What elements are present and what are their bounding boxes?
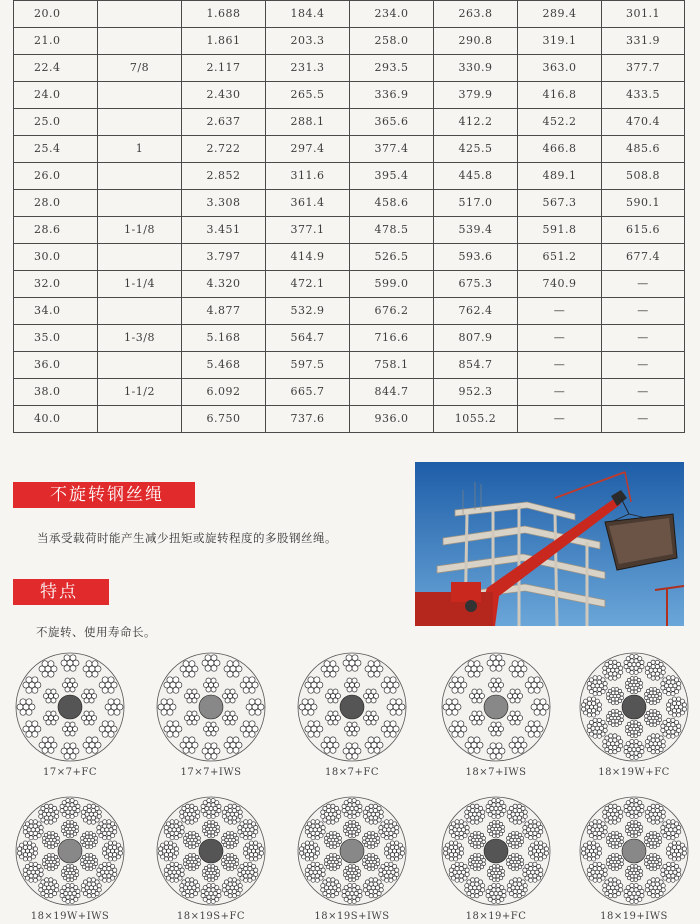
section-header-features: 特点: [13, 579, 109, 605]
rope-cross-section-icon: [579, 796, 689, 906]
crane-photo: [415, 462, 684, 626]
table-cell: —: [602, 352, 685, 379]
table-cell: 289.4: [518, 1, 602, 28]
table-cell: 526.5: [350, 244, 434, 271]
rope-cross-section-icon: [441, 652, 551, 762]
table-cell: 184.4: [266, 1, 350, 28]
table-cell: 412.2: [434, 109, 518, 136]
table-cell: [98, 28, 182, 55]
rope-diagram: [441, 796, 551, 910]
rope-diagram: [297, 796, 407, 910]
table-cell: 6.092: [182, 379, 266, 406]
rope-diagram-label: 18×19+FC: [465, 911, 527, 922]
table-cell: 265.5: [266, 82, 350, 109]
table-cell: 466.8: [518, 136, 602, 163]
table-row: [14, 271, 685, 298]
table-cell: [98, 1, 182, 28]
table-cell: 591.8: [518, 217, 602, 244]
table-cell: 590.1: [602, 190, 685, 217]
rope-diagram-label: 18×7+FC: [325, 767, 379, 778]
table-cell: 564.7: [266, 325, 350, 352]
table-cell: 952.3: [434, 379, 518, 406]
table-cell: [98, 82, 182, 109]
table-cell: 3.308: [182, 190, 266, 217]
table-cell: 28.0: [14, 190, 98, 217]
table-row: [14, 244, 685, 271]
table-row: [14, 1, 685, 28]
rope-cross-section-icon: [297, 796, 407, 906]
table-cell: 567.3: [518, 190, 602, 217]
table-cell: 21.0: [14, 28, 98, 55]
table-cell: —: [602, 406, 685, 433]
table-cell: 1055.2: [434, 406, 518, 433]
rope-diagram: [15, 796, 125, 910]
table-cell: —: [602, 271, 685, 298]
table-cell: —: [602, 325, 685, 352]
rope-diagram-label: 18×19S+FC: [176, 911, 246, 922]
table-cell: 203.3: [266, 28, 350, 55]
table-cell: 377.7: [602, 55, 685, 82]
table-cell: 485.6: [602, 136, 685, 163]
table-cell: 532.9: [266, 298, 350, 325]
table-cell: 737.6: [266, 406, 350, 433]
table-cell: 445.8: [434, 163, 518, 190]
table-row: [14, 325, 685, 352]
rope-diagram-label: 18×19W+FC: [598, 767, 670, 778]
table-cell: 288.1: [266, 109, 350, 136]
table-row: [14, 55, 685, 82]
table-cell: 301.1: [602, 1, 685, 28]
table-cell: 336.9: [350, 82, 434, 109]
table-cell: 38.0: [14, 379, 98, 406]
table-cell: 319.1: [518, 28, 602, 55]
table-cell: 676.2: [350, 298, 434, 325]
table-row: [14, 136, 685, 163]
table-cell: 517.0: [434, 190, 518, 217]
rope-diagram: [441, 652, 551, 766]
table-row: [14, 352, 685, 379]
table-cell: 416.8: [518, 82, 602, 109]
table-cell: 258.0: [350, 28, 434, 55]
table-cell: 311.6: [266, 163, 350, 190]
table-cell: 25.4: [14, 136, 98, 163]
table-row: [14, 190, 685, 217]
table-cell: —: [518, 352, 602, 379]
table-cell: 1-1/8: [98, 217, 182, 244]
rope-cross-section-icon: [15, 796, 125, 906]
table-cell: 762.4: [434, 298, 518, 325]
features-text: 不旋转、使用寿命长。: [36, 625, 156, 639]
table-cell: 425.5: [434, 136, 518, 163]
table-cell: 363.0: [518, 55, 602, 82]
rope-diagram-label: 18×19W+IWS: [30, 911, 110, 922]
table-cell: [98, 244, 182, 271]
table-cell: 5.168: [182, 325, 266, 352]
table-cell: 2.117: [182, 55, 266, 82]
rope-cross-section-icon: [297, 652, 407, 762]
table-cell: 508.8: [602, 163, 685, 190]
table-cell: 379.9: [434, 82, 518, 109]
table-cell: 1: [98, 136, 182, 163]
table-cell: 2.637: [182, 109, 266, 136]
table-row: [14, 109, 685, 136]
table-cell: 290.8: [434, 28, 518, 55]
spec-table: [13, 0, 685, 433]
table-cell: 1-1/2: [98, 379, 182, 406]
table-cell: 330.9: [434, 55, 518, 82]
table-cell: 3.451: [182, 217, 266, 244]
table-cell: 599.0: [350, 271, 434, 298]
table-cell: 3.797: [182, 244, 266, 271]
table-cell: 331.9: [602, 28, 685, 55]
table-cell: 1-1/4: [98, 271, 182, 298]
table-cell: —: [518, 298, 602, 325]
table-cell: 478.5: [350, 217, 434, 244]
table-cell: 844.7: [350, 379, 434, 406]
rope-diagram: [579, 796, 689, 910]
table-cell: —: [602, 379, 685, 406]
table-cell: 597.5: [266, 352, 350, 379]
rope-diagram: [156, 796, 266, 910]
table-cell: 4.320: [182, 271, 266, 298]
table-cell: [98, 298, 182, 325]
table-cell: [98, 163, 182, 190]
table-cell: —: [518, 379, 602, 406]
table-cell: [98, 109, 182, 136]
table-cell: 28.6: [14, 217, 98, 244]
table-cell: 414.9: [266, 244, 350, 271]
table-cell: 740.9: [518, 271, 602, 298]
table-row: [14, 217, 685, 244]
table-cell: 234.0: [350, 1, 434, 28]
table-cell: 377.4: [350, 136, 434, 163]
table-row: [14, 28, 685, 55]
table-cell: 665.7: [266, 379, 350, 406]
table-cell: —: [518, 325, 602, 352]
table-cell: 24.0: [14, 82, 98, 109]
table-cell: 30.0: [14, 244, 98, 271]
table-cell: 433.5: [602, 82, 685, 109]
table-cell: 4.877: [182, 298, 266, 325]
table-cell: 22.4: [14, 55, 98, 82]
table-row: [14, 298, 685, 325]
table-cell: 1.861: [182, 28, 266, 55]
table-cell: 26.0: [14, 163, 98, 190]
table-cell: 6.750: [182, 406, 266, 433]
table-cell: 40.0: [14, 406, 98, 433]
table-cell: 758.1: [350, 352, 434, 379]
rope-diagram: [579, 652, 689, 766]
table-cell: 2.430: [182, 82, 266, 109]
table-cell: 263.8: [434, 1, 518, 28]
table-cell: 677.4: [602, 244, 685, 271]
table-cell: 1-3/8: [98, 325, 182, 352]
table-cell: 395.4: [350, 163, 434, 190]
table-cell: 32.0: [14, 271, 98, 298]
rope-diagram-label: 17×7+FC: [43, 767, 97, 778]
table-cell: 470.4: [602, 109, 685, 136]
table-cell: —: [602, 298, 685, 325]
table-cell: 472.1: [266, 271, 350, 298]
section-header-rotation-resistant: 不旋转钢丝绳: [13, 482, 195, 508]
table-cell: 539.4: [434, 217, 518, 244]
table-row: [14, 163, 685, 190]
rope-cross-section-icon: [579, 652, 689, 762]
table-row: [14, 406, 685, 433]
table-cell: 293.5: [350, 55, 434, 82]
table-cell: 651.2: [518, 244, 602, 271]
table-cell: 361.4: [266, 190, 350, 217]
table-cell: 716.6: [350, 325, 434, 352]
table-cell: 7/8: [98, 55, 182, 82]
table-cell: 20.0: [14, 1, 98, 28]
table-cell: 2.852: [182, 163, 266, 190]
rope-diagram: [156, 652, 266, 766]
table-cell: —: [518, 406, 602, 433]
table-cell: 675.3: [434, 271, 518, 298]
rope-diagram-label: 17×7+IWS: [180, 767, 242, 778]
table-cell: 365.6: [350, 109, 434, 136]
table-cell: 807.9: [434, 325, 518, 352]
table-cell: 231.3: [266, 55, 350, 82]
rope-diagram: [297, 652, 407, 766]
table-cell: 1.688: [182, 1, 266, 28]
table-cell: 936.0: [350, 406, 434, 433]
table-cell: [98, 406, 182, 433]
table-cell: [98, 190, 182, 217]
table-cell: 854.7: [434, 352, 518, 379]
rope-cross-section-icon: [441, 796, 551, 906]
table-cell: 35.0: [14, 325, 98, 352]
rope-diagram-label: 18×7+IWS: [465, 767, 527, 778]
rope-cross-section-icon: [15, 652, 125, 762]
table-cell: 377.1: [266, 217, 350, 244]
table-cell: 489.1: [518, 163, 602, 190]
table-cell: 2.722: [182, 136, 266, 163]
table-cell: 615.6: [602, 217, 685, 244]
table-cell: 34.0: [14, 298, 98, 325]
table-cell: 452.2: [518, 109, 602, 136]
table-row: [14, 82, 685, 109]
rope-diagram-label: 18×19S+IWS: [314, 911, 390, 922]
table-cell: 5.468: [182, 352, 266, 379]
rope-cross-section-icon: [156, 796, 266, 906]
table-cell: 593.6: [434, 244, 518, 271]
table-row: [14, 379, 685, 406]
rope-diagram: [15, 652, 125, 766]
table-cell: [98, 352, 182, 379]
table-cell: 458.6: [350, 190, 434, 217]
table-cell: 36.0: [14, 352, 98, 379]
rope-cross-section-icon: [156, 652, 266, 762]
rope-diagram-label: 18×19+IWS: [600, 911, 668, 922]
section-description: 当承受载荷时能产生减少扭矩或旋转程度的多股钢丝绳。: [37, 531, 337, 545]
table-cell: 25.0: [14, 109, 98, 136]
table-cell: 297.4: [266, 136, 350, 163]
